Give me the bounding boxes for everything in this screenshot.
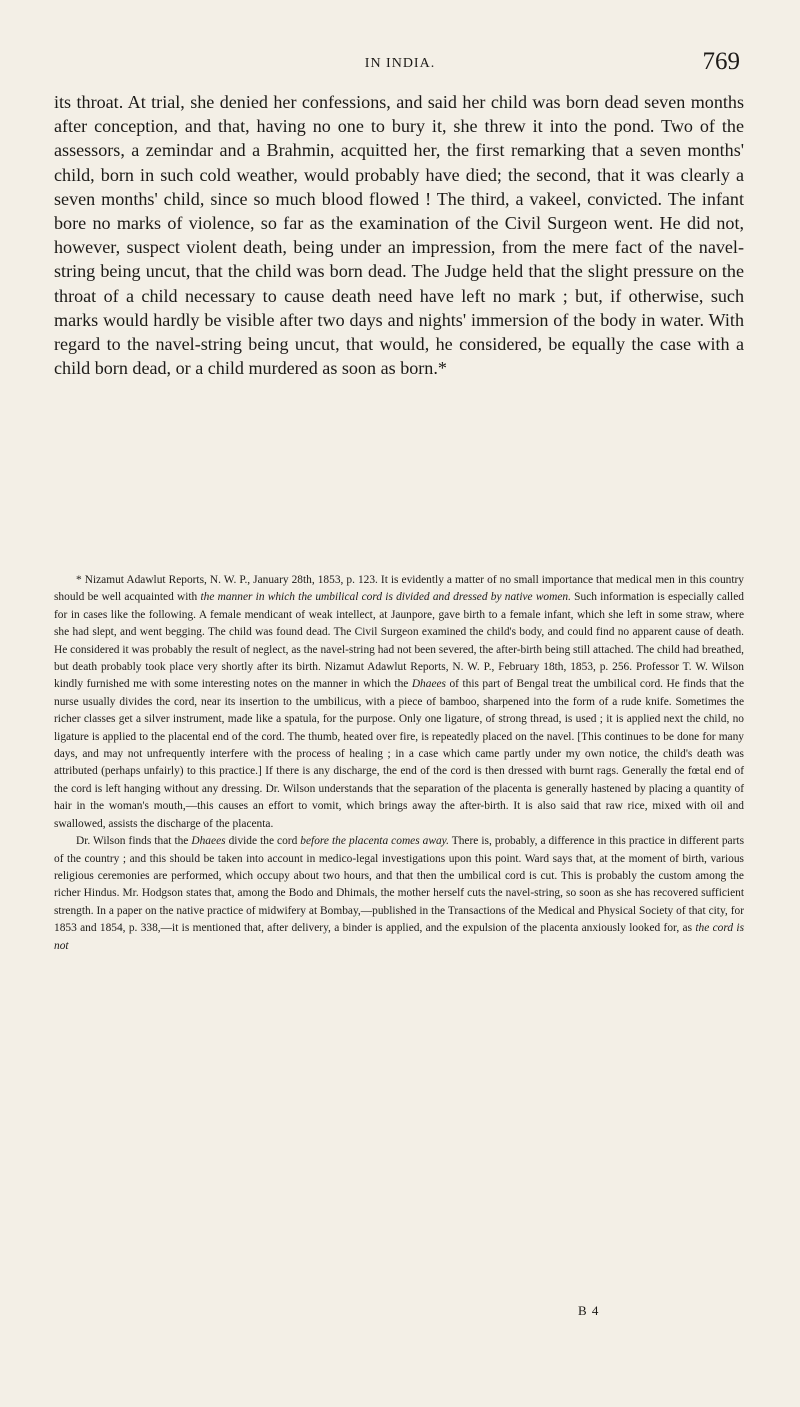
- footnote-paragraph-1: [54, 572, 744, 833]
- running-head: [54, 48, 746, 78]
- signature-mark: B 4: [578, 1303, 600, 1318]
- footnote-text: Such information is especially called for in cases like the following. A female mendicant of weak intellect, at Jaunpore, gave birth to a female infant, which she left in some straw, where she had slept, and went begging. The child was found dead. The Civil Surgeon examined the child's body, and could find no apparent cause of death. He considered it was probably the result of neglect, as the navel-string had not been severed, the after-birth being still attached. The child had breathed, but death probably took place very shortly after its birth. Nizamut Adawlut Reports, N. W. P., February 18th, 1853, p. 256. Professor T. W. Wilson kindly furnished me with some interesting notes on the manner in which the: [54, 591, 744, 691]
- main-paragraph: its throat. At trial, she denied her confessions, and said her child was born dead seven months after conception, and that, having no one to bury it, she threw it into the pond. Two of the assessors, a zemindar and a Brahmin, acquitted her, the first remarking that a seven months' child, born in such cold weather, would probably have died; the second, that it was clearly a seven months' child, since so much blood flowed ! The third, a vakeel, convicted. The infant bore no marks of violence, so far as the examination of the Civil Surgeon went. He did not, however, suspect violent death, being under an impression, from the mere fact of the navel-string being uncut, that the child was born dead. The Judge held that the slight pressure on the throat of a child necessary to cause death need have left no mark ; but, if otherwise, such marks would hardly be visible after two days and nights' immersion of the body in water. With regard to the navel-string being uncut, that would, he considered, be equally the case with a child born dead, or a child murdered as soon as born.*: [54, 92, 744, 379]
- footnote-text: There is, probably, a difference in this practice in different parts of the country ; and this should be taken into account in medico-legal investigations upon this point. Ward says that, at the moment of birth, various religious ceremonies are performed, which occupy about two hours, and that then the umbilical cord is cut. This is probably the custom among the richer Hindus. Mr. Hodgson states that, among the Bodo and Dhimals, the mother herself cuts the navel-string, so soon as she has recovered sufficient strength. In a paper on the native practice of midwifery at Bombay,—published in the Transactions of the Medical and Physical Society of that city, for 1853 and 1854, p. 338,—it is mentioned that, after delivery, a binder is applied, and the expulsion of the placenta anxiously looked for, as: [54, 835, 744, 935]
- footnote-block: [54, 572, 744, 955]
- main-text-block: [54, 90, 744, 380]
- footnote-text: * Nizamut Adawlut Reports, N. W. P., January 28th, 1853, p. 123. It is evidently a matter of no small importance that medical men in this country should be well acquainted with: [54, 574, 744, 604]
- footnote-italic-text: before the placenta comes away.: [300, 835, 449, 848]
- footnote-italic-text: Dhaees: [411, 678, 446, 691]
- footnote-italic-text: the manner in which the umbilical cord is divided and dressed by native women.: [200, 591, 571, 604]
- page-number: 769: [702, 48, 740, 75]
- running-title: IN INDIA.: [364, 56, 436, 71]
- footnote-paragraph-2: [54, 833, 744, 955]
- footnote-italic-text: the cord is not: [54, 922, 744, 952]
- footnote-italic-text: Dhaees: [191, 835, 226, 848]
- footnote-text: divide the cord: [225, 835, 301, 848]
- footnote-text: Dr. Wilson finds that the: [76, 835, 192, 848]
- footnote-text: of this part of Bengal treat the umbilical cord. He finds that the nurse usually divides the cord, near its insertion to the umbilicus, with a piece of bamboo, sharpened into the form of a rude knife. Sometimes the richer classes get a silver instrument, made like a spatula, for the purpose. Only one ligature, of strong thread, is used ; it is applied next the child, no ligature is applied to the placental end of the cord. The thumb, heated over fire, is repeatedly placed on the navel. [This continues to be done for many days, and may not unfrequently interfere with the process of healing ; in a case which came partly under my own notice, the child's death was attributed (perhaps unfairly) to this practice.] If there is any discharge, the end of the cord is then dressed with burnt rags. Generally the fœtal end of the cord is left hanging without any dressing. Dr. Wilson understands that the separation of the placenta is generally hastened by placing a quantity of hair in the woman's mouth,—this causes an effort to vomit, which brings away the after-birth. It is also said that raw rice, mixed with oil and swallowed, assists the discharge of the placenta.: [54, 678, 745, 830]
